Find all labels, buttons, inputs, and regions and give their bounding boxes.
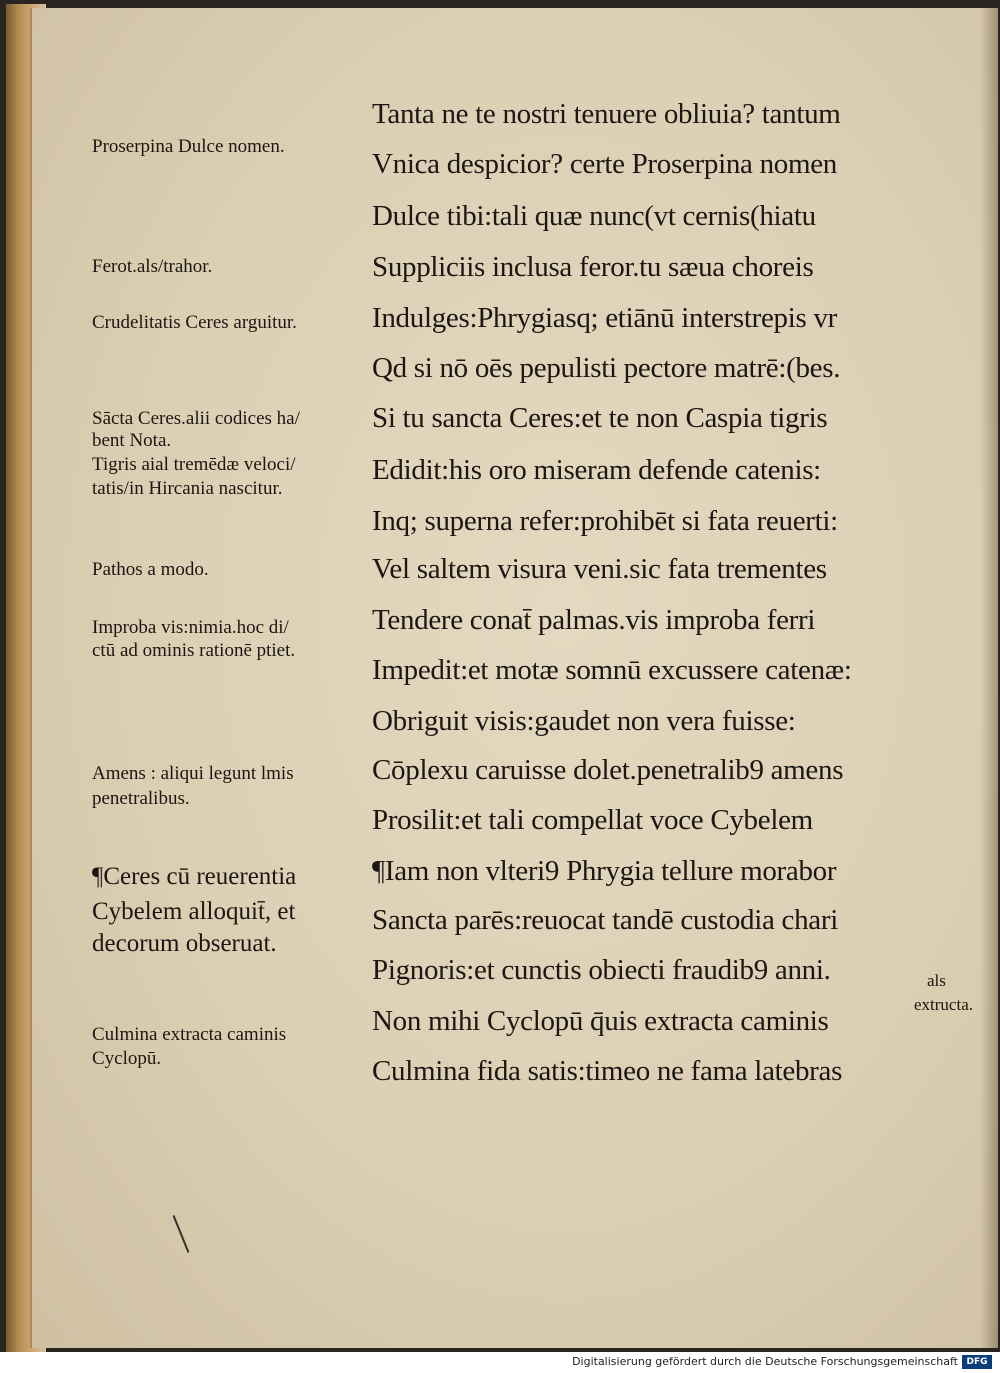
marginal-gloss: Cyclopū. <box>92 1048 162 1069</box>
marginal-gloss: Cybelem alloquit̄, et <box>92 898 296 925</box>
verse-line: Vnica despicior? certe Proserpina nomen <box>372 148 838 180</box>
verse-line: ¶Iam non vlteri9 Phrygia tellure morabor <box>372 855 837 887</box>
marginal-gloss: penetralibus. <box>92 788 190 809</box>
verse-line: Cōplexu caruisse dolet.penetralib9 amens <box>372 754 844 786</box>
pen-mark <box>173 1215 190 1253</box>
right-margin-note: als <box>927 971 946 990</box>
verse-line: Prosilit:et tali compellat voce Cybelem <box>372 804 813 836</box>
book-page <box>30 8 998 1348</box>
verse-line: Dulce tibi:tali quæ nunc(vt cernis(hiatu <box>372 200 816 232</box>
verse-line: Obriguit visis:gaudet non vera fuisse: <box>372 705 796 737</box>
verse-line: Vel saltem visura veni.sic fata trementes <box>372 553 827 585</box>
verse-line: Culmina fida satis:timeo ne fama latebras <box>372 1055 843 1087</box>
page-gutter-shadow <box>980 8 998 1348</box>
verse-line: Suppliciis inclusa feror.tu sæua choreis <box>372 251 814 283</box>
marginal-gloss: Tigris aial tremēdæ veloci/ <box>92 454 296 475</box>
marginal-gloss: Culmina extracta caminis <box>92 1024 287 1045</box>
marginal-gloss: Pathos a modo. <box>92 559 209 580</box>
verse-line: Sancta parēs:reuocat tandē custodia chari <box>372 904 838 936</box>
marginal-gloss: bent Nota. <box>92 430 172 451</box>
footer-credit: Digitalisierung gefördert durch die Deutsche Forschungsgemeinschaft <box>572 1355 958 1368</box>
marginal-gloss: decorum obseruat. <box>92 930 277 957</box>
verse-line: Tendere conat̄ palmas.vis improba ferri <box>372 604 816 636</box>
verse-line: Indulges:Phrygiasq; etiānū interstrepis vr <box>372 302 838 334</box>
marginal-gloss: ctū ad ominis rationē ptiet. <box>92 640 296 661</box>
marginal-gloss: ¶Ceres cū reuerentia <box>92 863 297 890</box>
marginal-gloss: tatis/in Hircania nascitur. <box>92 478 283 499</box>
verse-line: Non mihi Cyclopū q̄uis extracta caminis <box>372 1005 829 1037</box>
dfg-logo-icon: DFG <box>962 1355 992 1369</box>
marginal-gloss: Ferot.als/trahor. <box>92 256 213 277</box>
footer-bar <box>0 1352 1000 1373</box>
marginal-gloss: Proserpina Dulce nomen. <box>92 136 285 157</box>
verse-line: Inq; superna refer:prohibēt si fata reuerti: <box>372 505 838 537</box>
marginal-gloss: Improba vis:nimia.hoc di/ <box>92 617 289 638</box>
verse-line: Pignoris:et cunctis obiecti fraudib9 anni. <box>372 954 831 986</box>
verse-line: Edidit:his oro miseram defende catenis: <box>372 454 821 486</box>
verse-line: Qd si nō oēs pepulisti pectore matrē:(bes. <box>372 352 841 384</box>
marginal-gloss: Crudelitatis Ceres arguitur. <box>92 312 297 333</box>
verse-line: Si tu sancta Ceres:et te non Caspia tigris <box>372 402 828 434</box>
marginal-gloss: Sācta Ceres.alii codices ha/ <box>92 408 300 429</box>
marginal-gloss: Amens : aliqui legunt lmis <box>92 763 294 784</box>
verse-line: Impedit:et motæ somnū excussere catenæ: <box>372 654 852 686</box>
verse-line: Tanta ne te nostri tenuere obliuia? tantum <box>372 98 841 130</box>
right-margin-note: extructa. <box>914 995 973 1014</box>
